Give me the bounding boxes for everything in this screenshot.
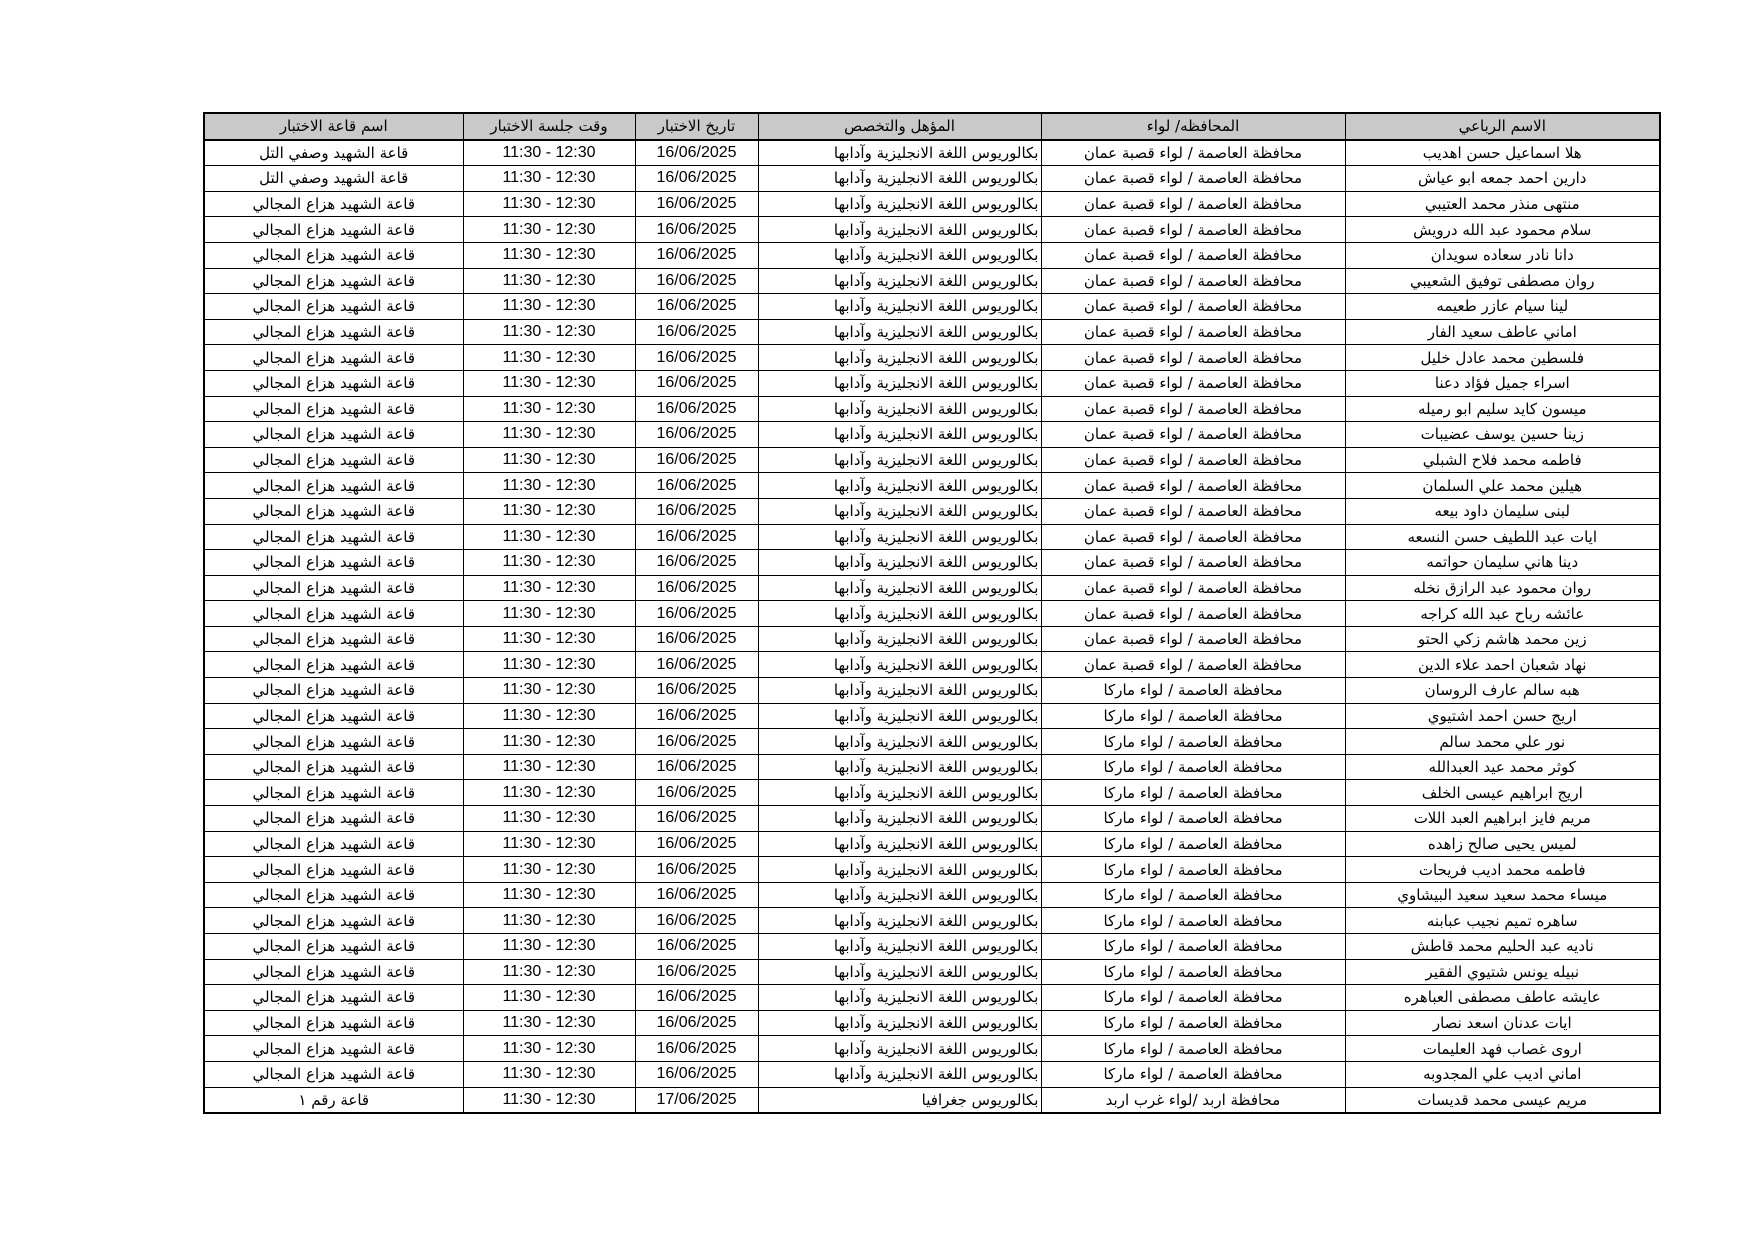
cell-time: 11:30 - 12:30 [463, 959, 635, 985]
cell-region: محافظة العاصمة / لواء قصبة عمان [1041, 626, 1345, 652]
cell-hall: قاعة الشهيد هزاع المجالي [204, 447, 463, 473]
cell-region: محافظة العاصمة / لواء ماركا [1041, 959, 1345, 985]
cell-date: 16/06/2025 [635, 678, 758, 704]
cell-time: 11:30 - 12:30 [463, 550, 635, 576]
table-row [204, 498, 1660, 524]
cell-qualification: بكالوريوس اللغة الانجليزية وآدابها [758, 191, 1041, 217]
cell-time: 11:30 - 12:30 [463, 729, 635, 755]
cell-date: 16/06/2025 [635, 754, 758, 780]
cell-qualification: بكالوريوس اللغة الانجليزية وآدابها [758, 294, 1041, 320]
cell-date: 16/06/2025 [635, 703, 758, 729]
cell-hall: قاعة الشهيد هزاع المجالي [204, 601, 463, 627]
cell-time: 11:30 - 12:30 [463, 217, 635, 243]
table-row [204, 268, 1660, 294]
cell-name: عايشه عاطف مصطفى العباهره [1345, 985, 1660, 1011]
table-row [204, 319, 1660, 345]
cell-qualification: بكالوريوس اللغة الانجليزية وآدابها [758, 1010, 1041, 1036]
cell-time: 11:30 - 12:30 [463, 319, 635, 345]
table-row [204, 550, 1660, 576]
cell-qualification: بكالوريوس اللغة الانجليزية وآدابها [758, 857, 1041, 883]
cell-name: سلام محمود عبد الله درويش [1345, 217, 1660, 243]
cell-name: مريم فايز ابراهيم العبد اللات [1345, 806, 1660, 832]
header-qualification: المؤهل والتخصص [758, 113, 1041, 140]
cell-hall: قاعة الشهيد هزاع المجالي [204, 498, 463, 524]
cell-region: محافظة العاصمة / لواء قصبة عمان [1041, 498, 1345, 524]
cell-time: 11:30 - 12:30 [463, 703, 635, 729]
table-row [204, 601, 1660, 627]
table-row [204, 345, 1660, 371]
cell-name: دارين احمد جمعه ابو عياش [1345, 166, 1660, 192]
cell-date: 16/06/2025 [635, 908, 758, 934]
cell-date: 16/06/2025 [635, 806, 758, 832]
cell-time: 11:30 - 12:30 [463, 268, 635, 294]
cell-qualification: بكالوريوس اللغة الانجليزية وآدابها [758, 242, 1041, 268]
cell-name: هلا اسماعيل حسن اهديب [1345, 140, 1660, 166]
cell-date: 16/06/2025 [635, 959, 758, 985]
cell-region: محافظة العاصمة / لواء قصبة عمان [1041, 242, 1345, 268]
cell-date: 16/06/2025 [635, 447, 758, 473]
cell-region: محافظة العاصمة / لواء قصبة عمان [1041, 191, 1345, 217]
cell-hall: قاعة الشهيد هزاع المجالي [204, 678, 463, 704]
cell-time: 11:30 - 12:30 [463, 1010, 635, 1036]
table-row [204, 524, 1660, 550]
cell-date: 16/06/2025 [635, 524, 758, 550]
cell-name: لينا سيام عازر طعيمه [1345, 294, 1660, 320]
cell-hall: قاعة الشهيد هزاع المجالي [204, 550, 463, 576]
table-row [204, 985, 1660, 1011]
cell-qualification: بكالوريوس اللغة الانجليزية وآدابها [758, 396, 1041, 422]
cell-date: 16/06/2025 [635, 857, 758, 883]
cell-name: اريج حسن احمد اشتيوي [1345, 703, 1660, 729]
cell-date: 16/06/2025 [635, 1010, 758, 1036]
table-row [204, 1036, 1660, 1062]
cell-date: 16/06/2025 [635, 294, 758, 320]
cell-region: محافظة العاصمة / لواء ماركا [1041, 857, 1345, 883]
table-row [204, 703, 1660, 729]
cell-time: 11:30 - 12:30 [463, 294, 635, 320]
cell-name: اماني اديب علي المجدوبه [1345, 1061, 1660, 1087]
cell-name: اريج ابراهيم عيسى الخلف [1345, 780, 1660, 806]
cell-name: زين محمد هاشم زكي الحتو [1345, 626, 1660, 652]
cell-date: 16/06/2025 [635, 1036, 758, 1062]
cell-time: 11:30 - 12:30 [463, 652, 635, 678]
cell-region: محافظة العاصمة / لواء قصبة عمان [1041, 652, 1345, 678]
cell-hall: قاعة الشهيد هزاع المجالي [204, 473, 463, 499]
cell-date: 16/06/2025 [635, 831, 758, 857]
cell-region: محافظة العاصمة / لواء ماركا [1041, 806, 1345, 832]
cell-region: محافظة العاصمة / لواء قصبة عمان [1041, 447, 1345, 473]
cell-region: محافظة العاصمة / لواء قصبة عمان [1041, 601, 1345, 627]
table-row [204, 396, 1660, 422]
cell-hall: قاعة الشهيد هزاع المجالي [204, 217, 463, 243]
cell-time: 11:30 - 12:30 [463, 370, 635, 396]
cell-hall: قاعة الشهيد هزاع المجالي [204, 242, 463, 268]
cell-date: 16/06/2025 [635, 422, 758, 448]
cell-time: 11:30 - 12:30 [463, 575, 635, 601]
table-row [204, 626, 1660, 652]
table-row [204, 1087, 1660, 1113]
cell-name: نور علي محمد سالم [1345, 729, 1660, 755]
cell-name: روان مصطفى توفيق الشعيبي [1345, 268, 1660, 294]
cell-qualification: بكالوريوس اللغة الانجليزية وآدابها [758, 882, 1041, 908]
cell-name: منتهى منذر محمد العتيبي [1345, 191, 1660, 217]
header-date: تاريخ الاختبار [635, 113, 758, 140]
cell-date: 17/06/2025 [635, 1087, 758, 1113]
cell-time: 11:30 - 12:30 [463, 908, 635, 934]
cell-hall: قاعة الشهيد هزاع المجالي [204, 831, 463, 857]
cell-qualification: بكالوريوس اللغة الانجليزية وآدابها [758, 422, 1041, 448]
cell-hall: قاعة الشهيد هزاع المجالي [204, 345, 463, 371]
table-row [204, 729, 1660, 755]
cell-name: نبيله يونس شتيوي الفقير [1345, 959, 1660, 985]
cell-date: 16/06/2025 [635, 319, 758, 345]
cell-region: محافظة العاصمة / لواء قصبة عمان [1041, 575, 1345, 601]
cell-hall: قاعة الشهيد هزاع المجالي [204, 319, 463, 345]
cell-region: محافظة العاصمة / لواء ماركا [1041, 1010, 1345, 1036]
header-hall: اسم قاعة الاختبار [204, 113, 463, 140]
cell-time: 11:30 - 12:30 [463, 831, 635, 857]
cell-qualification: بكالوريوس اللغة الانجليزية وآدابها [758, 754, 1041, 780]
cell-name: روان محمود عبد الرازق نخله [1345, 575, 1660, 601]
schedule-sheet [203, 112, 1659, 1114]
cell-qualification: بكالوريوس اللغة الانجليزية وآدابها [758, 473, 1041, 499]
table-row [204, 140, 1660, 166]
table-row [204, 831, 1660, 857]
cell-region: محافظة العاصمة / لواء ماركا [1041, 678, 1345, 704]
cell-time: 11:30 - 12:30 [463, 1061, 635, 1087]
cell-hall: قاعة الشهيد هزاع المجالي [204, 806, 463, 832]
cell-time: 11:30 - 12:30 [463, 166, 635, 192]
cell-date: 16/06/2025 [635, 1061, 758, 1087]
cell-region: محافظة العاصمة / لواء قصبة عمان [1041, 217, 1345, 243]
cell-hall: قاعة الشهيد هزاع المجالي [204, 959, 463, 985]
table-row [204, 652, 1660, 678]
table-row [204, 678, 1660, 704]
cell-time: 11:30 - 12:30 [463, 806, 635, 832]
cell-name: ميساء محمد سعيد سعيد البيشاوي [1345, 882, 1660, 908]
cell-hall: قاعة الشهيد هزاع المجالي [204, 396, 463, 422]
cell-region: محافظة العاصمة / لواء قصبة عمان [1041, 140, 1345, 166]
cell-qualification: بكالوريوس اللغة الانجليزية وآدابها [758, 550, 1041, 576]
cell-region: محافظة العاصمة / لواء ماركا [1041, 729, 1345, 755]
cell-hall: قاعة الشهيد هزاع المجالي [204, 882, 463, 908]
cell-name: لميس يحيى صالح زاهده [1345, 831, 1660, 857]
cell-region: محافظة العاصمة / لواء قصبة عمان [1041, 396, 1345, 422]
header-row [204, 113, 1660, 140]
cell-name: دانا نادر سعاده سويدان [1345, 242, 1660, 268]
cell-name: ناديه عبد الحليم محمد قاطش [1345, 934, 1660, 960]
table-row [204, 191, 1660, 217]
table-row [204, 217, 1660, 243]
cell-name: ايات عبد اللطيف حسن النسعه [1345, 524, 1660, 550]
cell-hall: قاعة الشهيد هزاع المجالي [204, 191, 463, 217]
cell-time: 11:30 - 12:30 [463, 242, 635, 268]
cell-hall: قاعة الشهيد وصفي التل [204, 166, 463, 192]
cell-region: محافظة العاصمة / لواء ماركا [1041, 908, 1345, 934]
cell-time: 11:30 - 12:30 [463, 191, 635, 217]
cell-time: 11:30 - 12:30 [463, 678, 635, 704]
cell-time: 11:30 - 12:30 [463, 882, 635, 908]
cell-hall: قاعة الشهيد هزاع المجالي [204, 985, 463, 1011]
cell-region: محافظة العاصمة / لواء قصبة عمان [1041, 319, 1345, 345]
cell-qualification: بكالوريوس اللغة الانجليزية وآدابها [758, 934, 1041, 960]
cell-qualification: بكالوريوس اللغة الانجليزية وآدابها [758, 626, 1041, 652]
cell-time: 11:30 - 12:30 [463, 1087, 635, 1113]
cell-qualification: بكالوريوس اللغة الانجليزية وآدابها [758, 703, 1041, 729]
cell-date: 16/06/2025 [635, 882, 758, 908]
cell-time: 11:30 - 12:30 [463, 857, 635, 883]
cell-hall: قاعة الشهيد هزاع المجالي [204, 268, 463, 294]
cell-date: 16/06/2025 [635, 498, 758, 524]
cell-hall: قاعة الشهيد هزاع المجالي [204, 729, 463, 755]
cell-hall: قاعة الشهيد هزاع المجالي [204, 575, 463, 601]
table-body [204, 140, 1660, 1114]
table-row [204, 242, 1660, 268]
cell-qualification: بكالوريوس اللغة الانجليزية وآدابها [758, 908, 1041, 934]
cell-qualification: بكالوريوس اللغة الانجليزية وآدابها [758, 319, 1041, 345]
cell-region: محافظة العاصمة / لواء قصبة عمان [1041, 422, 1345, 448]
cell-time: 11:30 - 12:30 [463, 473, 635, 499]
table-row [204, 447, 1660, 473]
cell-qualification: بكالوريوس اللغة الانجليزية وآدابها [758, 729, 1041, 755]
cell-qualification: بكالوريوس اللغة الانجليزية وآدابها [758, 652, 1041, 678]
cell-region: محافظة العاصمة / لواء ماركا [1041, 1061, 1345, 1087]
cell-time: 11:30 - 12:30 [463, 1036, 635, 1062]
cell-date: 16/06/2025 [635, 934, 758, 960]
cell-date: 16/06/2025 [635, 652, 758, 678]
cell-date: 16/06/2025 [635, 729, 758, 755]
cell-region: محافظة اربد /لواء غرب اربد [1041, 1087, 1345, 1113]
cell-name: هبه سالم عارف الروسان [1345, 678, 1660, 704]
cell-qualification: بكالوريوس اللغة الانجليزية وآدابها [758, 985, 1041, 1011]
cell-hall: قاعة الشهيد هزاع المجالي [204, 857, 463, 883]
table-row [204, 422, 1660, 448]
cell-region: محافظة العاصمة / لواء قصبة عمان [1041, 550, 1345, 576]
cell-name: عائشه رباح عبد الله كراجه [1345, 601, 1660, 627]
cell-name: اماني عاطف سعيد الفار [1345, 319, 1660, 345]
cell-time: 11:30 - 12:30 [463, 447, 635, 473]
cell-time: 11:30 - 12:30 [463, 626, 635, 652]
cell-time: 11:30 - 12:30 [463, 601, 635, 627]
table-row [204, 908, 1660, 934]
cell-hall: قاعة الشهيد هزاع المجالي [204, 754, 463, 780]
cell-time: 11:30 - 12:30 [463, 498, 635, 524]
cell-date: 16/06/2025 [635, 217, 758, 243]
cell-region: محافظة العاصمة / لواء قصبة عمان [1041, 524, 1345, 550]
cell-date: 16/06/2025 [635, 473, 758, 499]
cell-date: 16/06/2025 [635, 242, 758, 268]
cell-name: ميسون كايد سليم ابو رميله [1345, 396, 1660, 422]
cell-qualification: بكالوريوس اللغة الانجليزية وآدابها [758, 959, 1041, 985]
cell-name: ايات عدنان اسعد نصار [1345, 1010, 1660, 1036]
cell-hall: قاعة الشهيد هزاع المجالي [204, 908, 463, 934]
cell-date: 16/06/2025 [635, 780, 758, 806]
cell-name: نهاد شعبان احمد علاء الدين [1345, 652, 1660, 678]
cell-date: 16/06/2025 [635, 550, 758, 576]
cell-name: فلسطين محمد عادل خليل [1345, 345, 1660, 371]
cell-name: اروى غصاب فهد العليمات [1345, 1036, 1660, 1062]
table-row [204, 1010, 1660, 1036]
header-time: وقت جلسة الاختبار [463, 113, 635, 140]
cell-qualification: بكالوريوس اللغة الانجليزية وآدابها [758, 575, 1041, 601]
cell-qualification: بكالوريوس اللغة الانجليزية وآدابها [758, 831, 1041, 857]
table-row [204, 294, 1660, 320]
table-row [204, 857, 1660, 883]
cell-date: 16/06/2025 [635, 626, 758, 652]
table-row [204, 754, 1660, 780]
cell-hall: قاعة الشهيد هزاع المجالي [204, 422, 463, 448]
cell-date: 16/06/2025 [635, 140, 758, 166]
cell-region: محافظة العاصمة / لواء قصبة عمان [1041, 345, 1345, 371]
cell-hall: قاعة الشهيد هزاع المجالي [204, 1061, 463, 1087]
cell-date: 16/06/2025 [635, 396, 758, 422]
cell-date: 16/06/2025 [635, 268, 758, 294]
cell-hall: قاعة رقم ١ [204, 1087, 463, 1113]
cell-region: محافظة العاصمة / لواء ماركا [1041, 882, 1345, 908]
cell-date: 16/06/2025 [635, 345, 758, 371]
cell-region: محافظة العاصمة / لواء ماركا [1041, 1036, 1345, 1062]
cell-time: 11:30 - 12:30 [463, 396, 635, 422]
cell-name: زينا حسين يوسف عضيبات [1345, 422, 1660, 448]
table-row [204, 370, 1660, 396]
header-name: الاسم الرباعي [1345, 113, 1660, 140]
cell-name: كوثر محمد عيد العبدالله [1345, 754, 1660, 780]
cell-name: اسراء جميل فؤاد دعنا [1345, 370, 1660, 396]
cell-hall: قاعة الشهيد هزاع المجالي [204, 652, 463, 678]
cell-region: محافظة العاصمة / لواء ماركا [1041, 754, 1345, 780]
cell-qualification: بكالوريوس اللغة الانجليزية وآدابها [758, 268, 1041, 294]
cell-time: 11:30 - 12:30 [463, 934, 635, 960]
cell-time: 11:30 - 12:30 [463, 780, 635, 806]
cell-time: 11:30 - 12:30 [463, 140, 635, 166]
header-region: المحافظه/ لواء [1041, 113, 1345, 140]
table-row [204, 882, 1660, 908]
cell-name: فاطمه محمد اديب فريحات [1345, 857, 1660, 883]
cell-hall: قاعة الشهيد هزاع المجالي [204, 626, 463, 652]
cell-time: 11:30 - 12:30 [463, 345, 635, 371]
table-row [204, 166, 1660, 192]
cell-qualification: بكالوريوس اللغة الانجليزية وآدابها [758, 806, 1041, 832]
cell-name: فاطمه محمد فلاح الشبلي [1345, 447, 1660, 473]
cell-hall: قاعة الشهيد هزاع المجالي [204, 703, 463, 729]
cell-qualification: بكالوريوس اللغة الانجليزية وآدابها [758, 1036, 1041, 1062]
cell-time: 11:30 - 12:30 [463, 422, 635, 448]
cell-date: 16/06/2025 [635, 985, 758, 1011]
cell-qualification: بكالوريوس اللغة الانجليزية وآدابها [758, 447, 1041, 473]
cell-region: محافظة العاصمة / لواء قصبة عمان [1041, 166, 1345, 192]
cell-name: دينا هاني سليمان حواتمه [1345, 550, 1660, 576]
table-row [204, 959, 1660, 985]
table-row [204, 575, 1660, 601]
cell-hall: قاعة الشهيد هزاع المجالي [204, 370, 463, 396]
cell-region: محافظة العاصمة / لواء ماركا [1041, 831, 1345, 857]
cell-hall: قاعة الشهيد هزاع المجالي [204, 1036, 463, 1062]
cell-date: 16/06/2025 [635, 601, 758, 627]
cell-qualification: بكالوريوس جغرافيا [758, 1087, 1041, 1113]
cell-date: 16/06/2025 [635, 370, 758, 396]
cell-region: محافظة العاصمة / لواء قصبة عمان [1041, 370, 1345, 396]
cell-name: ساهره تميم نجيب عبابنه [1345, 908, 1660, 934]
table-row [204, 780, 1660, 806]
cell-hall: قاعة الشهيد هزاع المجالي [204, 934, 463, 960]
table-row [204, 473, 1660, 499]
cell-qualification: بكالوريوس اللغة الانجليزية وآدابها [758, 780, 1041, 806]
cell-qualification: بكالوريوس اللغة الانجليزية وآدابها [758, 345, 1041, 371]
cell-region: محافظة العاصمة / لواء ماركا [1041, 780, 1345, 806]
cell-time: 11:30 - 12:30 [463, 754, 635, 780]
cell-hall: قاعة الشهيد وصفي التل [204, 140, 463, 166]
cell-qualification: بكالوريوس اللغة الانجليزية وآدابها [758, 140, 1041, 166]
cell-hall: قاعة الشهيد هزاع المجالي [204, 780, 463, 806]
cell-qualification: بكالوريوس اللغة الانجليزية وآدابها [758, 524, 1041, 550]
table-row [204, 806, 1660, 832]
cell-qualification: بكالوريوس اللغة الانجليزية وآدابها [758, 1061, 1041, 1087]
cell-date: 16/06/2025 [635, 191, 758, 217]
cell-name: هيلين محمد علي السلمان [1345, 473, 1660, 499]
cell-name: لبنى سليمان داود بيعه [1345, 498, 1660, 524]
cell-region: محافظة العاصمة / لواء قصبة عمان [1041, 473, 1345, 499]
cell-qualification: بكالوريوس اللغة الانجليزية وآدابها [758, 498, 1041, 524]
table-row [204, 934, 1660, 960]
cell-qualification: بكالوريوس اللغة الانجليزية وآدابها [758, 601, 1041, 627]
cell-time: 11:30 - 12:30 [463, 524, 635, 550]
cell-region: محافظة العاصمة / لواء ماركا [1041, 985, 1345, 1011]
cell-date: 16/06/2025 [635, 166, 758, 192]
cell-hall: قاعة الشهيد هزاع المجالي [204, 1010, 463, 1036]
table-header [204, 113, 1660, 140]
cell-name: مريم عيسى محمد قديسات [1345, 1087, 1660, 1113]
cell-region: محافظة العاصمة / لواء قصبة عمان [1041, 294, 1345, 320]
cell-hall: قاعة الشهيد هزاع المجالي [204, 294, 463, 320]
cell-qualification: بكالوريوس اللغة الانجليزية وآدابها [758, 217, 1041, 243]
cell-qualification: بكالوريوس اللغة الانجليزية وآدابها [758, 370, 1041, 396]
exam-schedule-table [203, 112, 1661, 1114]
cell-region: محافظة العاصمة / لواء قصبة عمان [1041, 268, 1345, 294]
cell-qualification: بكالوريوس اللغة الانجليزية وآدابها [758, 166, 1041, 192]
cell-time: 11:30 - 12:30 [463, 985, 635, 1011]
cell-hall: قاعة الشهيد هزاع المجالي [204, 524, 463, 550]
cell-qualification: بكالوريوس اللغة الانجليزية وآدابها [758, 678, 1041, 704]
cell-date: 16/06/2025 [635, 575, 758, 601]
table-row [204, 1061, 1660, 1087]
cell-region: محافظة العاصمة / لواء ماركا [1041, 934, 1345, 960]
cell-region: محافظة العاصمة / لواء ماركا [1041, 703, 1345, 729]
